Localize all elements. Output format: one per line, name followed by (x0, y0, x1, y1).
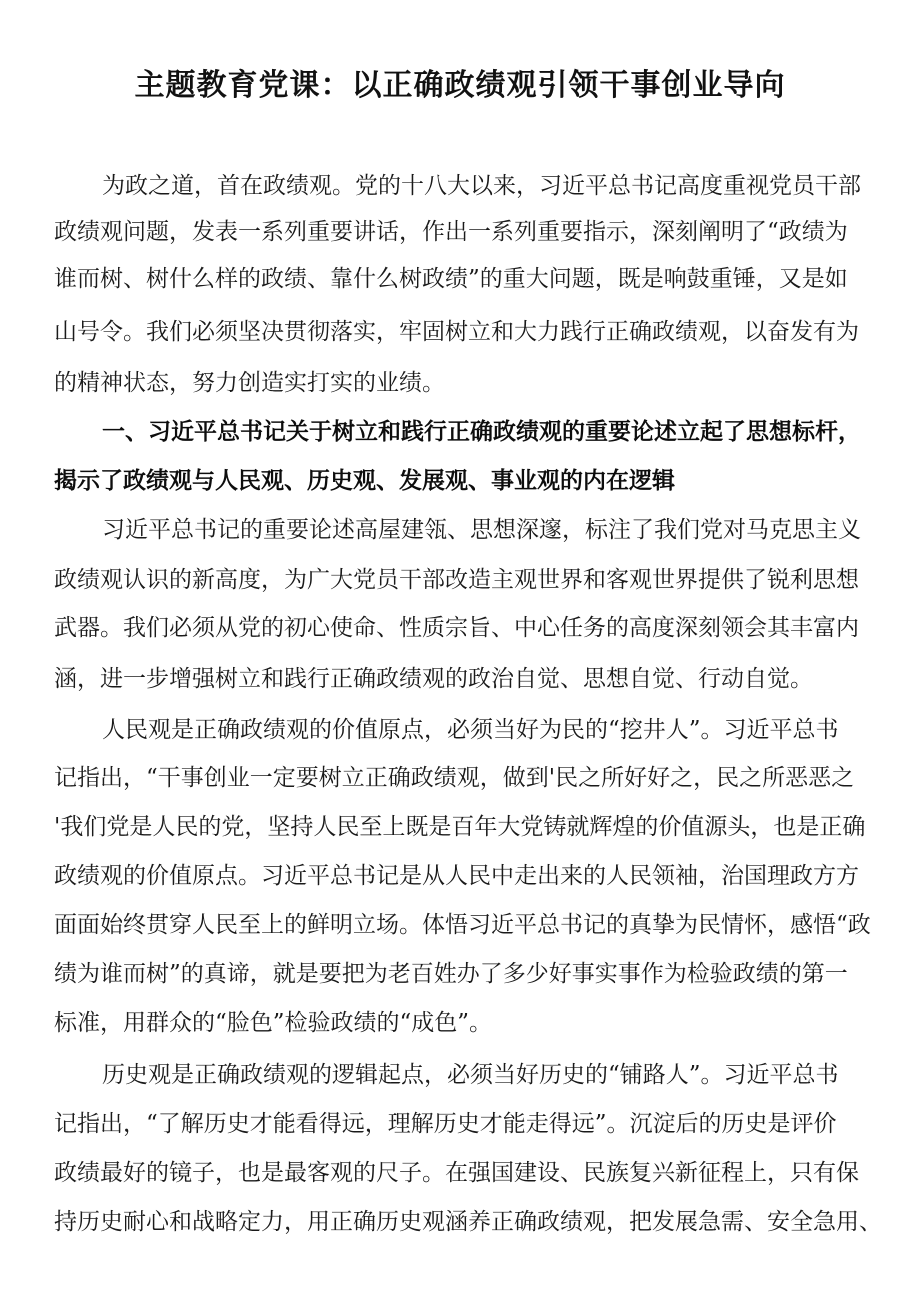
text-line: 习近平总书记的重要论述高屋建瓴、思想深邃，标注了我们党对马克思主义 (102, 517, 861, 543)
text-line: 政绩最好的镜子，也是最客观的尺子。在强国建设、民族复兴新征程上，只有保 (54, 1160, 859, 1186)
text-line: 记指出，“干事创业一定要树立正确政绩观，做到'民之所好好之，民之所恶恶之 (54, 765, 855, 791)
text-line: 政绩观问题，发表一系列重要讲话，作出一系列重要指示，深刻阐明了“政绩为 (54, 219, 848, 245)
text-line: 人民观是正确政绩观的价值原点，必须当好为民的“挖井人”。习近平总书 (102, 717, 839, 743)
text-line: 标准，用群众的“脸色”检验政绩的“成色”。 (54, 1010, 493, 1036)
text-line: 山号令。我们必须坚决贯彻落实，牢固树立和大力践行正确政绩观，以奋发有为 (54, 319, 859, 345)
text-line: 为政之道，首在政绩观。党的十八大以来，习近平总书记高度重视党员干部 (102, 173, 861, 199)
text-line: 政绩观的价值原点。习近平总书记是从人民中走出来的人民领袖，治国理政方方 (54, 863, 859, 889)
heading-line: 揭示了政绩观与人民观、历史观、发展观、事业观的内在逻辑 (54, 468, 675, 494)
text-line: 面面始终贯穿人民至上的鲜明立场。体悟习近平总书记的真挚为民情怀，感悟“政 (54, 912, 871, 938)
heading-line: 一、习近平总书记关于树立和践行正确政绩观的重要论述立起了思想标杆， (102, 419, 861, 445)
text-line: '我们党是人民的党，坚持人民至上既是百年大党铸就辉煌的价值源头，也是正确 (54, 814, 866, 840)
text-line: 持历史耐心和战略定力，用正确历史观涵养正确政绩观，把发展急需、安全急用、 (54, 1209, 882, 1235)
text-line: 政绩观认识的新高度，为广大党员干部改造主观世界和客观世界提供了锐利思想 (54, 567, 859, 593)
document-title: 主题教育党课：以正确政绩观引领干事创业导向 (134, 68, 786, 103)
text-line: 历史观是正确政绩观的逻辑起点，必须当好历史的“铺路人”。习近平总书 (102, 1062, 839, 1088)
text-line: 涵，进一步增强树立和践行正确政绩观的政治自觉、思想自觉、行动自觉。 (54, 666, 813, 692)
text-line: 的精神状态，努力创造实打实的业绩。 (54, 370, 445, 396)
text-line: 武器。我们必须从党的初心使命、性质宗旨、中心任务的高度深刻领会其丰富内 (54, 615, 859, 641)
text-line: 绩为谁而树”的真谛，就是要把为老百姓办了多少好事实事作为检验政绩的第一 (54, 961, 848, 987)
text-line: 记指出，“了解历史才能看得远，理解历史才能走得远”。沉淀后的历史是评价 (54, 1111, 837, 1137)
text-line: 谁而树、树什么样的政绩、靠什么树政绩”的重大问题，既是响鼓重锤，又是如 (54, 266, 848, 292)
